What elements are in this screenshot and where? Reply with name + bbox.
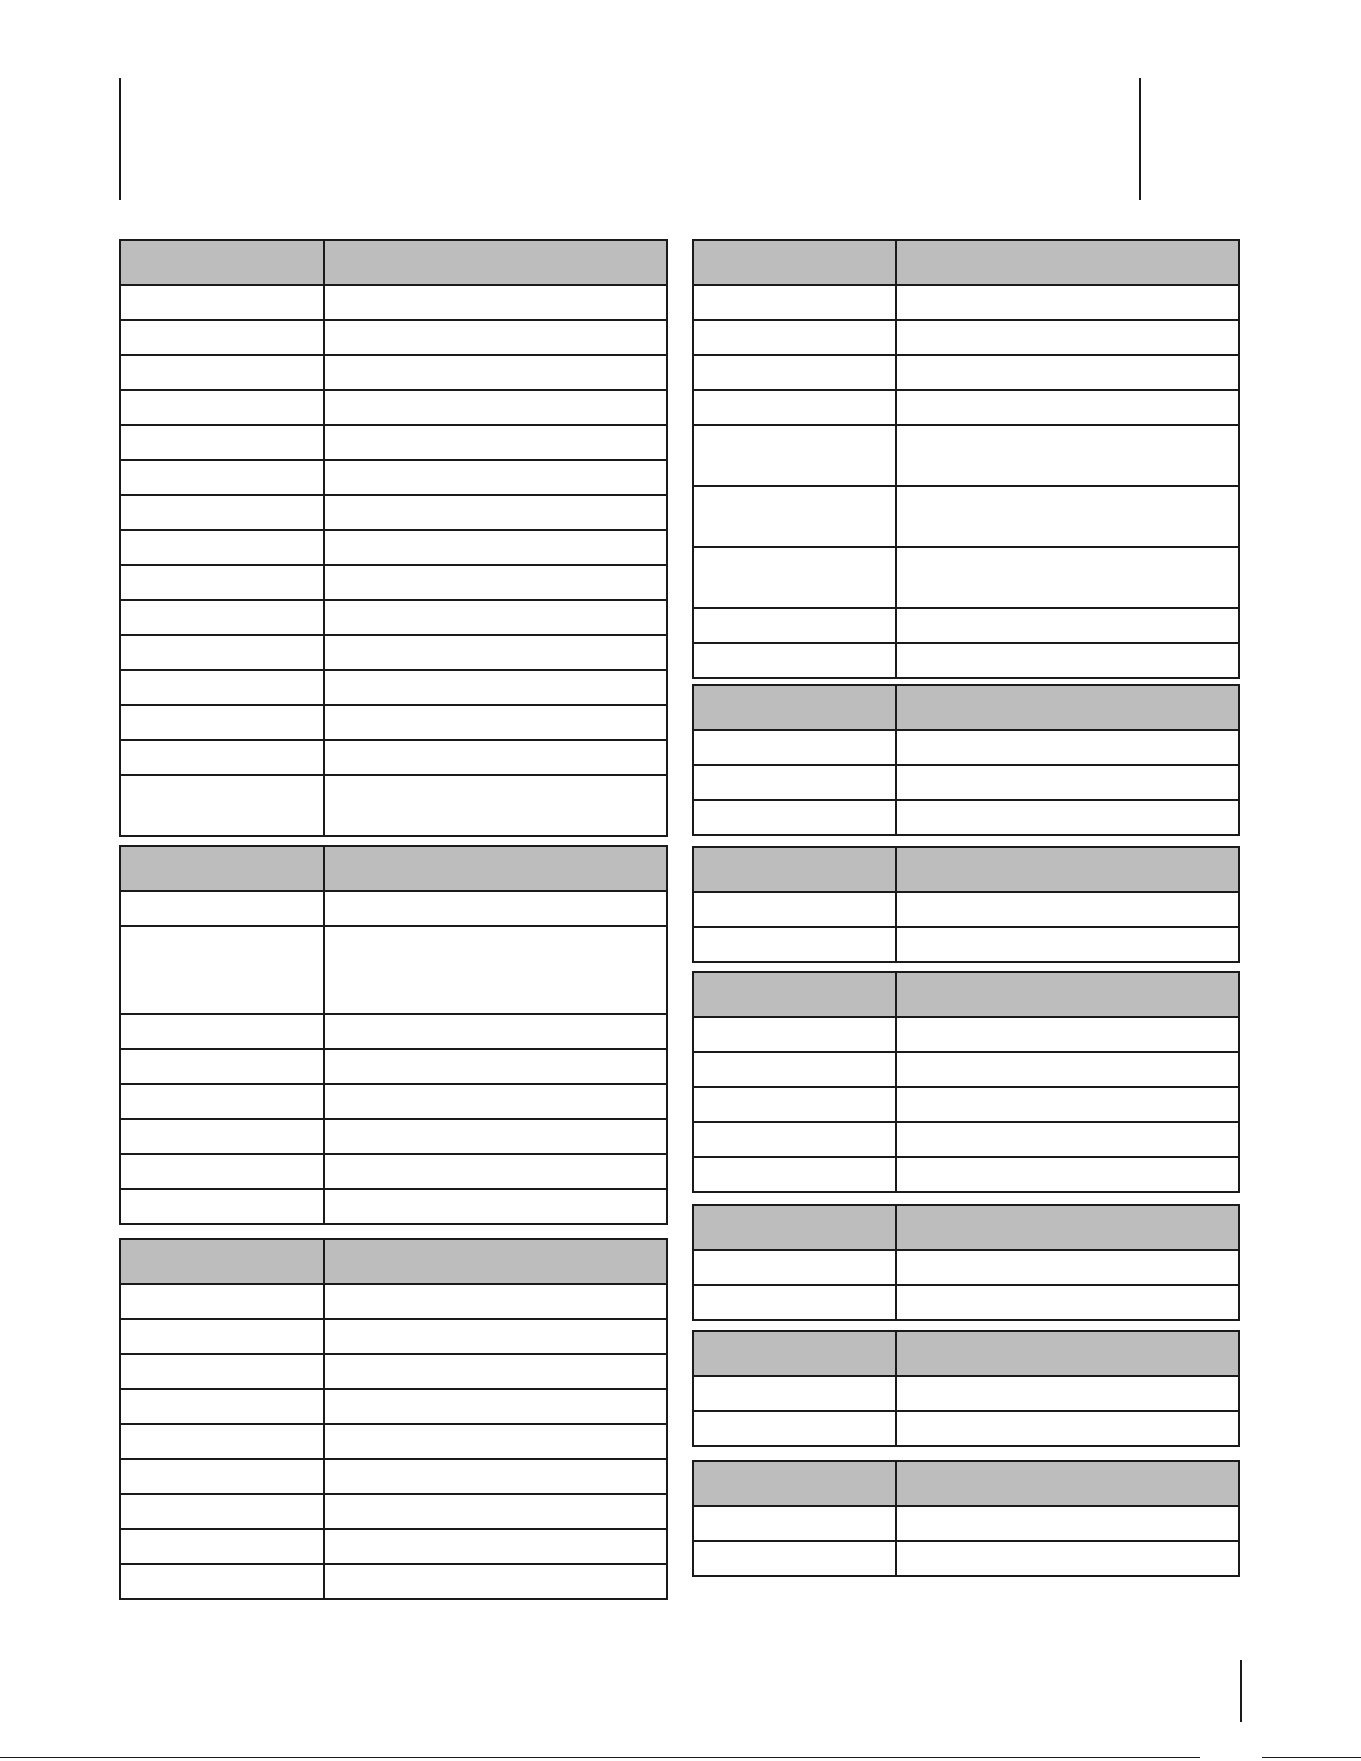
table-cell (694, 731, 897, 764)
table-header (121, 241, 666, 284)
table-cell (694, 1542, 897, 1575)
table-cell (325, 1320, 666, 1353)
header-cell (897, 848, 1238, 891)
table-cell (325, 1155, 666, 1188)
table-cell (694, 321, 897, 354)
header-cell (897, 1206, 1238, 1249)
table-cell (897, 893, 1238, 926)
table-row (121, 354, 666, 389)
table-row (694, 546, 1238, 607)
table-cell (325, 927, 666, 1013)
header-cell (897, 1462, 1238, 1505)
table-row (121, 890, 666, 925)
table-cell (694, 548, 897, 607)
table-row (694, 1086, 1238, 1121)
table-cell (121, 706, 325, 739)
table-cell (325, 1285, 666, 1318)
table-cell (325, 892, 666, 925)
table-row (121, 1563, 666, 1598)
table-cell (325, 321, 666, 354)
table-row (121, 774, 666, 835)
footer-right-rule (1240, 1660, 1242, 1722)
table-row (694, 729, 1238, 764)
table-row (121, 389, 666, 424)
table-cell (325, 1495, 666, 1528)
header-cell (121, 1240, 325, 1283)
table-cell (897, 487, 1238, 546)
spec-table-left-3 (119, 1238, 668, 1600)
table-cell (121, 531, 325, 564)
table-row (121, 1318, 666, 1353)
table-cell (325, 1050, 666, 1083)
table-row (121, 1458, 666, 1493)
table-cell (121, 776, 325, 835)
table-row (694, 764, 1238, 799)
table-row (121, 669, 666, 704)
table-cell (325, 286, 666, 319)
table-cell (897, 766, 1238, 799)
table-cell (325, 1015, 666, 1048)
table-cell (694, 286, 897, 319)
spec-table-right-5 (692, 1204, 1240, 1321)
table-cell (121, 1495, 325, 1528)
table-cell (325, 1355, 666, 1388)
table-header (694, 241, 1238, 284)
header-cell (694, 973, 897, 1016)
table-cell (121, 1425, 325, 1458)
table-cell (121, 741, 325, 774)
table-cell (121, 671, 325, 704)
table-row (694, 891, 1238, 926)
table-header (694, 1462, 1238, 1505)
table-cell (121, 1050, 325, 1083)
table-cell (121, 1085, 325, 1118)
table-cell (325, 1460, 666, 1493)
table-row (121, 564, 666, 599)
table-header (121, 847, 666, 890)
table-header (694, 686, 1238, 729)
table-cell (694, 801, 897, 834)
table-cell (694, 644, 897, 677)
table-cell (121, 1155, 325, 1188)
spec-table-right-7 (692, 1460, 1240, 1577)
table-cell (897, 1507, 1238, 1540)
header-cell (694, 241, 897, 284)
table-row (121, 1013, 666, 1048)
header-cell (325, 241, 666, 284)
table-row (121, 1083, 666, 1118)
table-cell (121, 356, 325, 389)
table-row (121, 634, 666, 669)
table-row (121, 529, 666, 564)
table-row (121, 1388, 666, 1423)
header-cell (694, 686, 897, 729)
table-cell (121, 1390, 325, 1423)
table-cell (897, 356, 1238, 389)
spec-table-right-3 (692, 846, 1240, 963)
table-cell (121, 391, 325, 424)
table-cell (325, 1565, 666, 1598)
table-cell (694, 1123, 897, 1156)
table-row (694, 354, 1238, 389)
table-cell (121, 461, 325, 494)
table-cell (694, 893, 897, 926)
table-row (121, 494, 666, 529)
table-cell (325, 496, 666, 529)
table-row (121, 704, 666, 739)
table-cell (694, 1018, 897, 1051)
table-cell (694, 609, 897, 642)
table-cell (694, 928, 897, 961)
table-row (121, 1353, 666, 1388)
table-row (121, 925, 666, 1013)
table-cell (897, 548, 1238, 607)
table-cell (897, 1123, 1238, 1156)
table-cell (897, 1088, 1238, 1121)
table-row (694, 1121, 1238, 1156)
table-cell (121, 1355, 325, 1388)
table-row (694, 424, 1238, 485)
table-cell (897, 286, 1238, 319)
table-row (121, 1528, 666, 1563)
table-cell (897, 1542, 1238, 1575)
table-row (121, 319, 666, 354)
table-row (121, 599, 666, 634)
table-row (694, 284, 1238, 319)
table-row (694, 1051, 1238, 1086)
table-cell (897, 426, 1238, 485)
table-cell (694, 766, 897, 799)
header-cell (694, 1332, 897, 1375)
table-cell (694, 1088, 897, 1121)
table-cell (325, 741, 666, 774)
table-row (121, 424, 666, 459)
table-cell (325, 391, 666, 424)
table-cell (897, 1018, 1238, 1051)
table-cell (897, 609, 1238, 642)
table-cell (694, 391, 897, 424)
table-row (694, 1016, 1238, 1051)
table-cell (325, 776, 666, 835)
table-row (694, 926, 1238, 961)
table-cell (121, 1530, 325, 1563)
table-cell (325, 601, 666, 634)
table-cell (694, 1412, 897, 1445)
spec-table-left-1 (119, 239, 668, 837)
spec-table-right-4 (692, 971, 1240, 1193)
table-cell (121, 1120, 325, 1153)
header-cell (897, 973, 1238, 1016)
table-cell (121, 892, 325, 925)
table-cell (694, 1286, 897, 1319)
table-row (121, 739, 666, 774)
table-cell (325, 706, 666, 739)
table-cell (121, 1460, 325, 1493)
table-row (121, 1118, 666, 1153)
table-row (694, 1540, 1238, 1575)
header-cell (694, 1206, 897, 1249)
table-cell (325, 1120, 666, 1153)
table-row (694, 1410, 1238, 1445)
table-cell (325, 1530, 666, 1563)
table-header (694, 973, 1238, 1016)
table-header (694, 1332, 1238, 1375)
table-cell (121, 1190, 325, 1223)
table-cell (897, 1053, 1238, 1086)
table-cell (694, 1507, 897, 1540)
header-cell (121, 847, 325, 890)
table-cell (325, 461, 666, 494)
table-cell (325, 566, 666, 599)
header-right-rule (1139, 78, 1141, 200)
table-cell (325, 1190, 666, 1223)
table-row (121, 1153, 666, 1188)
header-cell (694, 1462, 897, 1505)
table-row (694, 319, 1238, 354)
table-cell (694, 1251, 897, 1284)
table-cell (121, 321, 325, 354)
table-cell (121, 496, 325, 529)
header-cell (897, 686, 1238, 729)
table-cell (325, 1390, 666, 1423)
table-cell (897, 1412, 1238, 1445)
table-cell (897, 1377, 1238, 1410)
spec-table-right-6 (692, 1330, 1240, 1447)
table-cell (121, 426, 325, 459)
table-row (121, 1048, 666, 1083)
table-row (121, 1423, 666, 1458)
header-cell (694, 848, 897, 891)
table-cell (121, 286, 325, 319)
table-cell (325, 1085, 666, 1118)
table-cell (694, 356, 897, 389)
table-cell (694, 487, 897, 546)
table-cell (694, 1377, 897, 1410)
table-cell (121, 601, 325, 634)
table-header (694, 848, 1238, 891)
table-cell (897, 1286, 1238, 1319)
header-cell (897, 241, 1238, 284)
table-row (694, 485, 1238, 546)
table-cell (897, 644, 1238, 677)
table-cell (121, 1015, 325, 1048)
table-row (694, 1375, 1238, 1410)
table-cell (121, 1285, 325, 1318)
table-row (694, 642, 1238, 677)
table-row (694, 1284, 1238, 1319)
header-cell (121, 241, 325, 284)
table-cell (897, 928, 1238, 961)
table-cell (897, 801, 1238, 834)
table-cell (694, 426, 897, 485)
footer-bottom-rule-right (1262, 1757, 1361, 1758)
table-row (121, 1188, 666, 1223)
table-row (694, 607, 1238, 642)
table-cell (325, 671, 666, 704)
table-row (694, 389, 1238, 424)
table-cell (694, 1158, 897, 1191)
table-row (694, 799, 1238, 834)
header-left-rule (119, 78, 121, 200)
spec-table-right-2 (692, 684, 1240, 836)
table-row (694, 1249, 1238, 1284)
table-cell (121, 636, 325, 669)
table-cell (325, 636, 666, 669)
table-header (694, 1206, 1238, 1249)
spec-table-right-1 (692, 239, 1240, 679)
table-cell (897, 321, 1238, 354)
table-cell (121, 566, 325, 599)
table-cell (325, 356, 666, 389)
table-cell (694, 1053, 897, 1086)
table-cell (325, 426, 666, 459)
table-row (694, 1505, 1238, 1540)
table-header (121, 1240, 666, 1283)
table-cell (897, 1251, 1238, 1284)
table-cell (897, 1158, 1238, 1191)
table-cell (121, 1320, 325, 1353)
table-row (121, 284, 666, 319)
table-cell (121, 1565, 325, 1598)
table-row (694, 1156, 1238, 1191)
header-cell (897, 1332, 1238, 1375)
header-cell (325, 847, 666, 890)
table-cell (121, 927, 325, 1013)
table-row (121, 1493, 666, 1528)
spec-table-left-2 (119, 845, 668, 1225)
table-cell (325, 1425, 666, 1458)
table-row (121, 1283, 666, 1318)
header-cell (325, 1240, 666, 1283)
table-cell (325, 531, 666, 564)
table-cell (897, 731, 1238, 764)
table-row (121, 459, 666, 494)
table-cell (897, 391, 1238, 424)
footer-bottom-rule (0, 1757, 1200, 1758)
